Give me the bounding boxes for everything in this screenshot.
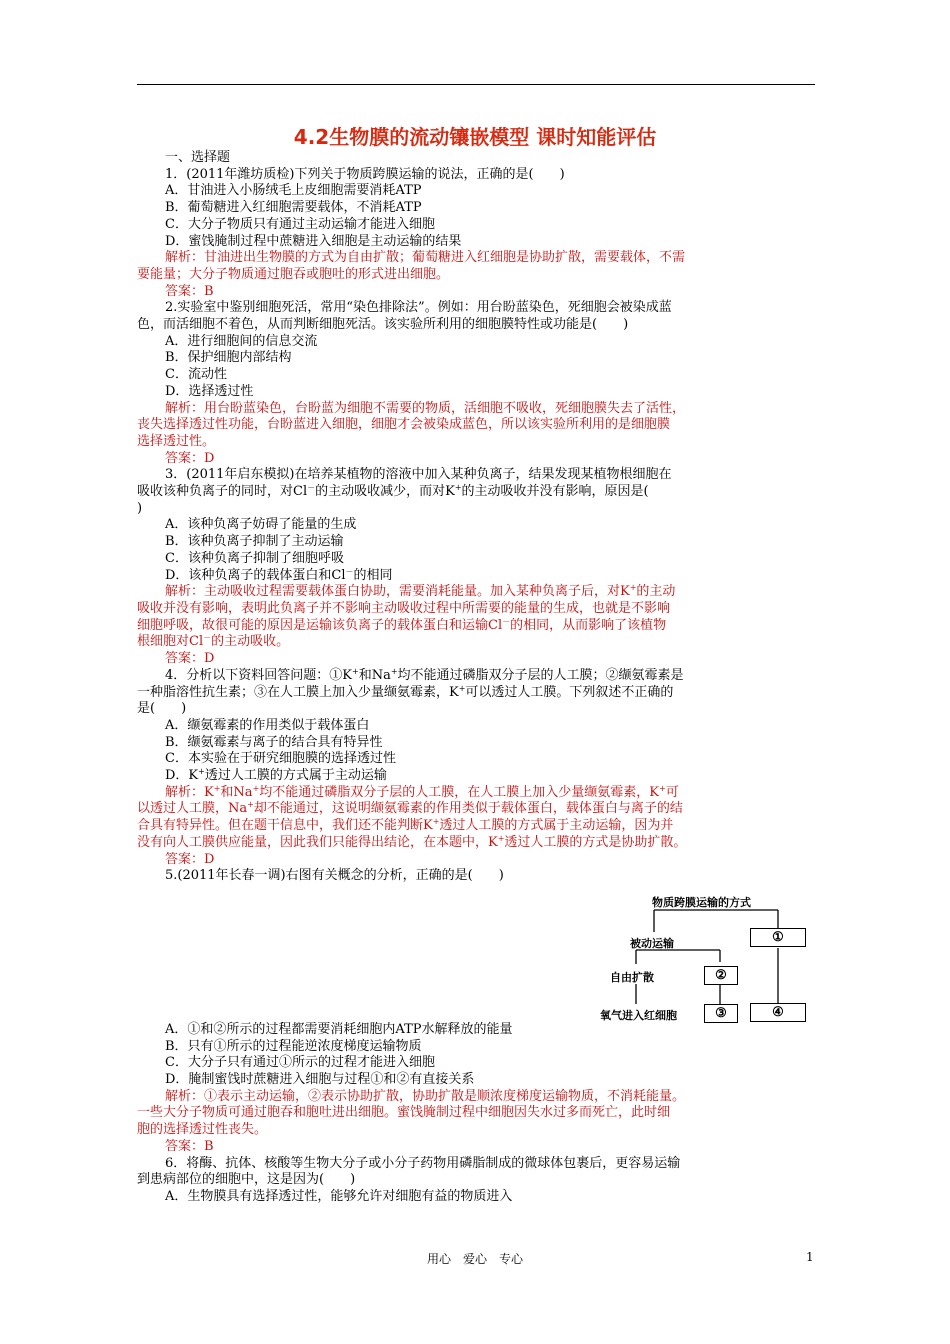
document-body [137, 150, 817, 1206]
q6-stem: 6．将酶、抗体、核酸等生物大分子或小分子药物用磷脂制成的微球体包裹后，更容易运输 [165, 1155, 681, 1171]
q5-option-c: C．大分子只有通过①所示的过程才能进入细胞 [165, 1055, 435, 1071]
q1-option-a: A．甘油进入小肠绒毛上皮细胞需要消耗ATP [165, 183, 422, 199]
q4-explanation-cont: 以透过人工膜，Na+却不能通过，这说明缬氨霉素的作用类似于载体蛋白，载体蛋白与离子的结 [137, 800, 683, 817]
q4-explanation: 解析：K+和Na+均不能通过磷脂双分子层的人工膜，在人工膜上加入少量缬氨霉素，K+可 [165, 783, 679, 800]
q3-stem-end: ) [137, 500, 143, 516]
q2-option-a: A．进行细胞间的信息交流 [165, 333, 318, 349]
q5-option-a: A．①和②所示的过程都需要消耗细胞内ATP水解释放的能量 [165, 1021, 513, 1037]
q5-option-b: B．只有①所示的过程能逆浓度梯度运输物质 [165, 1038, 422, 1054]
q6-stem-cont: 到患病部位的细胞中，这是因为( ) [137, 1172, 356, 1188]
page-number: 1 [806, 1250, 814, 1264]
q2-option-c: C．流动性 [165, 367, 227, 383]
q3-explanation-end: 根细胞对Cl－的主动吸收。 [137, 633, 290, 650]
diagram-free-diffusion-label: 自由扩散 [610, 971, 654, 984]
q1-option-d: D．蜜饯腌制过程中蔗糖进入细胞是主动运输的结果 [165, 233, 462, 249]
q1-stem: 1．(2011年潍坊质检)下列关于物质跨膜运输的说法，正确的是( ) [165, 166, 565, 182]
q5-stem: 5.(2011年长春一调)右图有关概念的分析，正确的是( ) [165, 868, 504, 884]
diagram-passive-label: 被动运输 [630, 937, 674, 950]
header-rule [137, 84, 815, 85]
q4-option-a: A．缬氨霉素的作用类似于载体蛋白 [165, 717, 370, 733]
q3-stem: 3．(2011年启东模拟)在培养某植物的溶液中加入某种负离子，结果发现某植物根细胞在 [165, 467, 672, 483]
diagram-oxygen-label: 氧气进入红细胞 [600, 1009, 677, 1022]
q5-explanation-end: 胞的选择透过性丧失。 [137, 1122, 268, 1138]
q1-explanation-cont: 要能量；大分子物质通过胞吞或胞吐的形式进出细胞。 [137, 266, 450, 282]
q1-option-b: B．葡萄糖进入红细胞需要载体，不消耗ATP [165, 200, 422, 216]
q3-explanation-cont2: 细胞呼吸，故很可能的原因是运输该负离子的载体蛋白和运输Cl－的相同，从而影响了该植物 [137, 616, 667, 633]
q4-explanation-end: 没有向人工膜供应能量，因此我们只能得出结论，在本题中，K+透过人工膜的方式是协助扩散。 [137, 833, 687, 850]
footer-slogan: 用心 爱心 专心 [426, 1252, 523, 1266]
q3-stem-cont: 吸收该种负离子的同时，对Cl－的主动吸收减少，而对K+的主动吸收并没有影响，原因是( [137, 483, 649, 500]
q4-stem: 4．分析以下资料回答问题：①K+和Na+均不能通过磷脂双分子层的人工膜；②缬氨霉素是 [165, 666, 684, 683]
q4-option-d: D．K+透过人工膜的方式属于主动运输 [165, 767, 387, 784]
q6-option-a: A．生物膜具有选择透过性，能够允许对细胞有益的物质进入 [165, 1188, 513, 1204]
q3-option-d: D．该种负离子的载体蛋白和Cl－的相同 [165, 566, 393, 583]
q4-option-b: B．缬氨霉素与离子的结合具有特异性 [165, 734, 383, 750]
q5-explanation: 解析：①表示主动运输，②表示协助扩散，协助扩散是顺浓度梯度运输物质，不消耗能量。 [165, 1088, 686, 1104]
q3-option-c: C．该种负离子抑制了细胞呼吸 [165, 550, 344, 566]
q2-stem: 2.实验室中鉴别细胞死活，常用“染色排除法”。例如：用台盼蓝染色，死细胞会被染成蓝 [165, 300, 672, 316]
diagram-box-1: ① [750, 928, 806, 947]
diagram-box-3: ③ [704, 1004, 738, 1023]
q3-explanation-cont: 吸收并没有影响，表明此负离子并不影响主动吸收过程中所需要的能量的生成，也就是不影响 [137, 600, 671, 616]
q1-explanation: 解析：甘油进出生物膜的方式为自由扩散；葡萄糖进入红细胞是协助扩散，需要载体，不需 [165, 250, 686, 266]
q4-stem-end: 是( ) [137, 701, 187, 717]
q3-answer: 答案：D [165, 651, 215, 667]
diagram-box-2: ② [704, 966, 738, 985]
q5-explanation-cont: 一些大分子物质可通过胞吞和胞吐进出细胞。蜜饯腌制过程中细胞因失水过多而死亡，此时细 [137, 1105, 671, 1121]
q4-stem-cont: 一种脂溶性抗生素；③在人工膜上加入少量缬氨霉素，K+可以透过人工膜。下列叙述不正确的 [137, 683, 674, 700]
q3-option-b: B．该种负离子抑制了主动运输 [165, 534, 344, 550]
q4-option-c: C．本实验在于研究细胞膜的选择透过性 [165, 751, 396, 767]
diagram-root-label: 物质跨膜运输的方式 [652, 896, 751, 909]
q2-explanation-end: 选择透过性。 [137, 433, 216, 449]
q3-explanation: 解析：主动吸收过程需要载体蛋白协助，需要消耗能量。加入某种负离子后，对K+的主动 [165, 583, 676, 600]
q2-option-d: D．选择透过性 [165, 383, 254, 399]
q1-answer: 答案：B [165, 283, 214, 299]
q2-explanation-cont: 丧失选择透过性功能，台盼蓝进入细胞，细胞才会被染成蓝色，所以该实验所利用的是细胞膜 [137, 417, 671, 433]
q4-explanation-cont2: 合具有特异性。但在题干信息中，我们还不能判断K+透过人工膜的方式属于主动运输，因为并 [137, 817, 674, 834]
q5-option-d: D．腌制蜜饯时蔗糖进入细胞与过程①和②有直接关系 [165, 1072, 475, 1088]
q1-option-c: C．大分子物质只有通过主动运输才能进入细胞 [165, 216, 435, 232]
section-heading: 一、选择题 [165, 150, 231, 165]
q2-explanation: 解析：用台盼蓝染色，台盼蓝为细胞不需要的物质，活细胞不吸收，死细胞膜失去了活性， [165, 400, 686, 416]
diagram-box-4: ④ [750, 1003, 806, 1022]
q3-option-a: A．该种负离子妨碍了能量的生成 [165, 517, 357, 533]
q2-option-b: B．保护细胞内部结构 [165, 350, 292, 366]
q4-answer: 答案：D [165, 851, 215, 867]
q2-stem-cont: 色，而活细胞不着色，从而判断细胞死活。该实验所利用的细胞膜特性或功能是( ) [137, 317, 629, 333]
page-title: 4.2生物膜的流动镶嵌模型 课时知能评估 [293, 125, 657, 149]
q2-answer: 答案：D [165, 450, 215, 466]
transport-concept-diagram [600, 888, 820, 1028]
q5-answer: 答案：B [165, 1138, 214, 1154]
